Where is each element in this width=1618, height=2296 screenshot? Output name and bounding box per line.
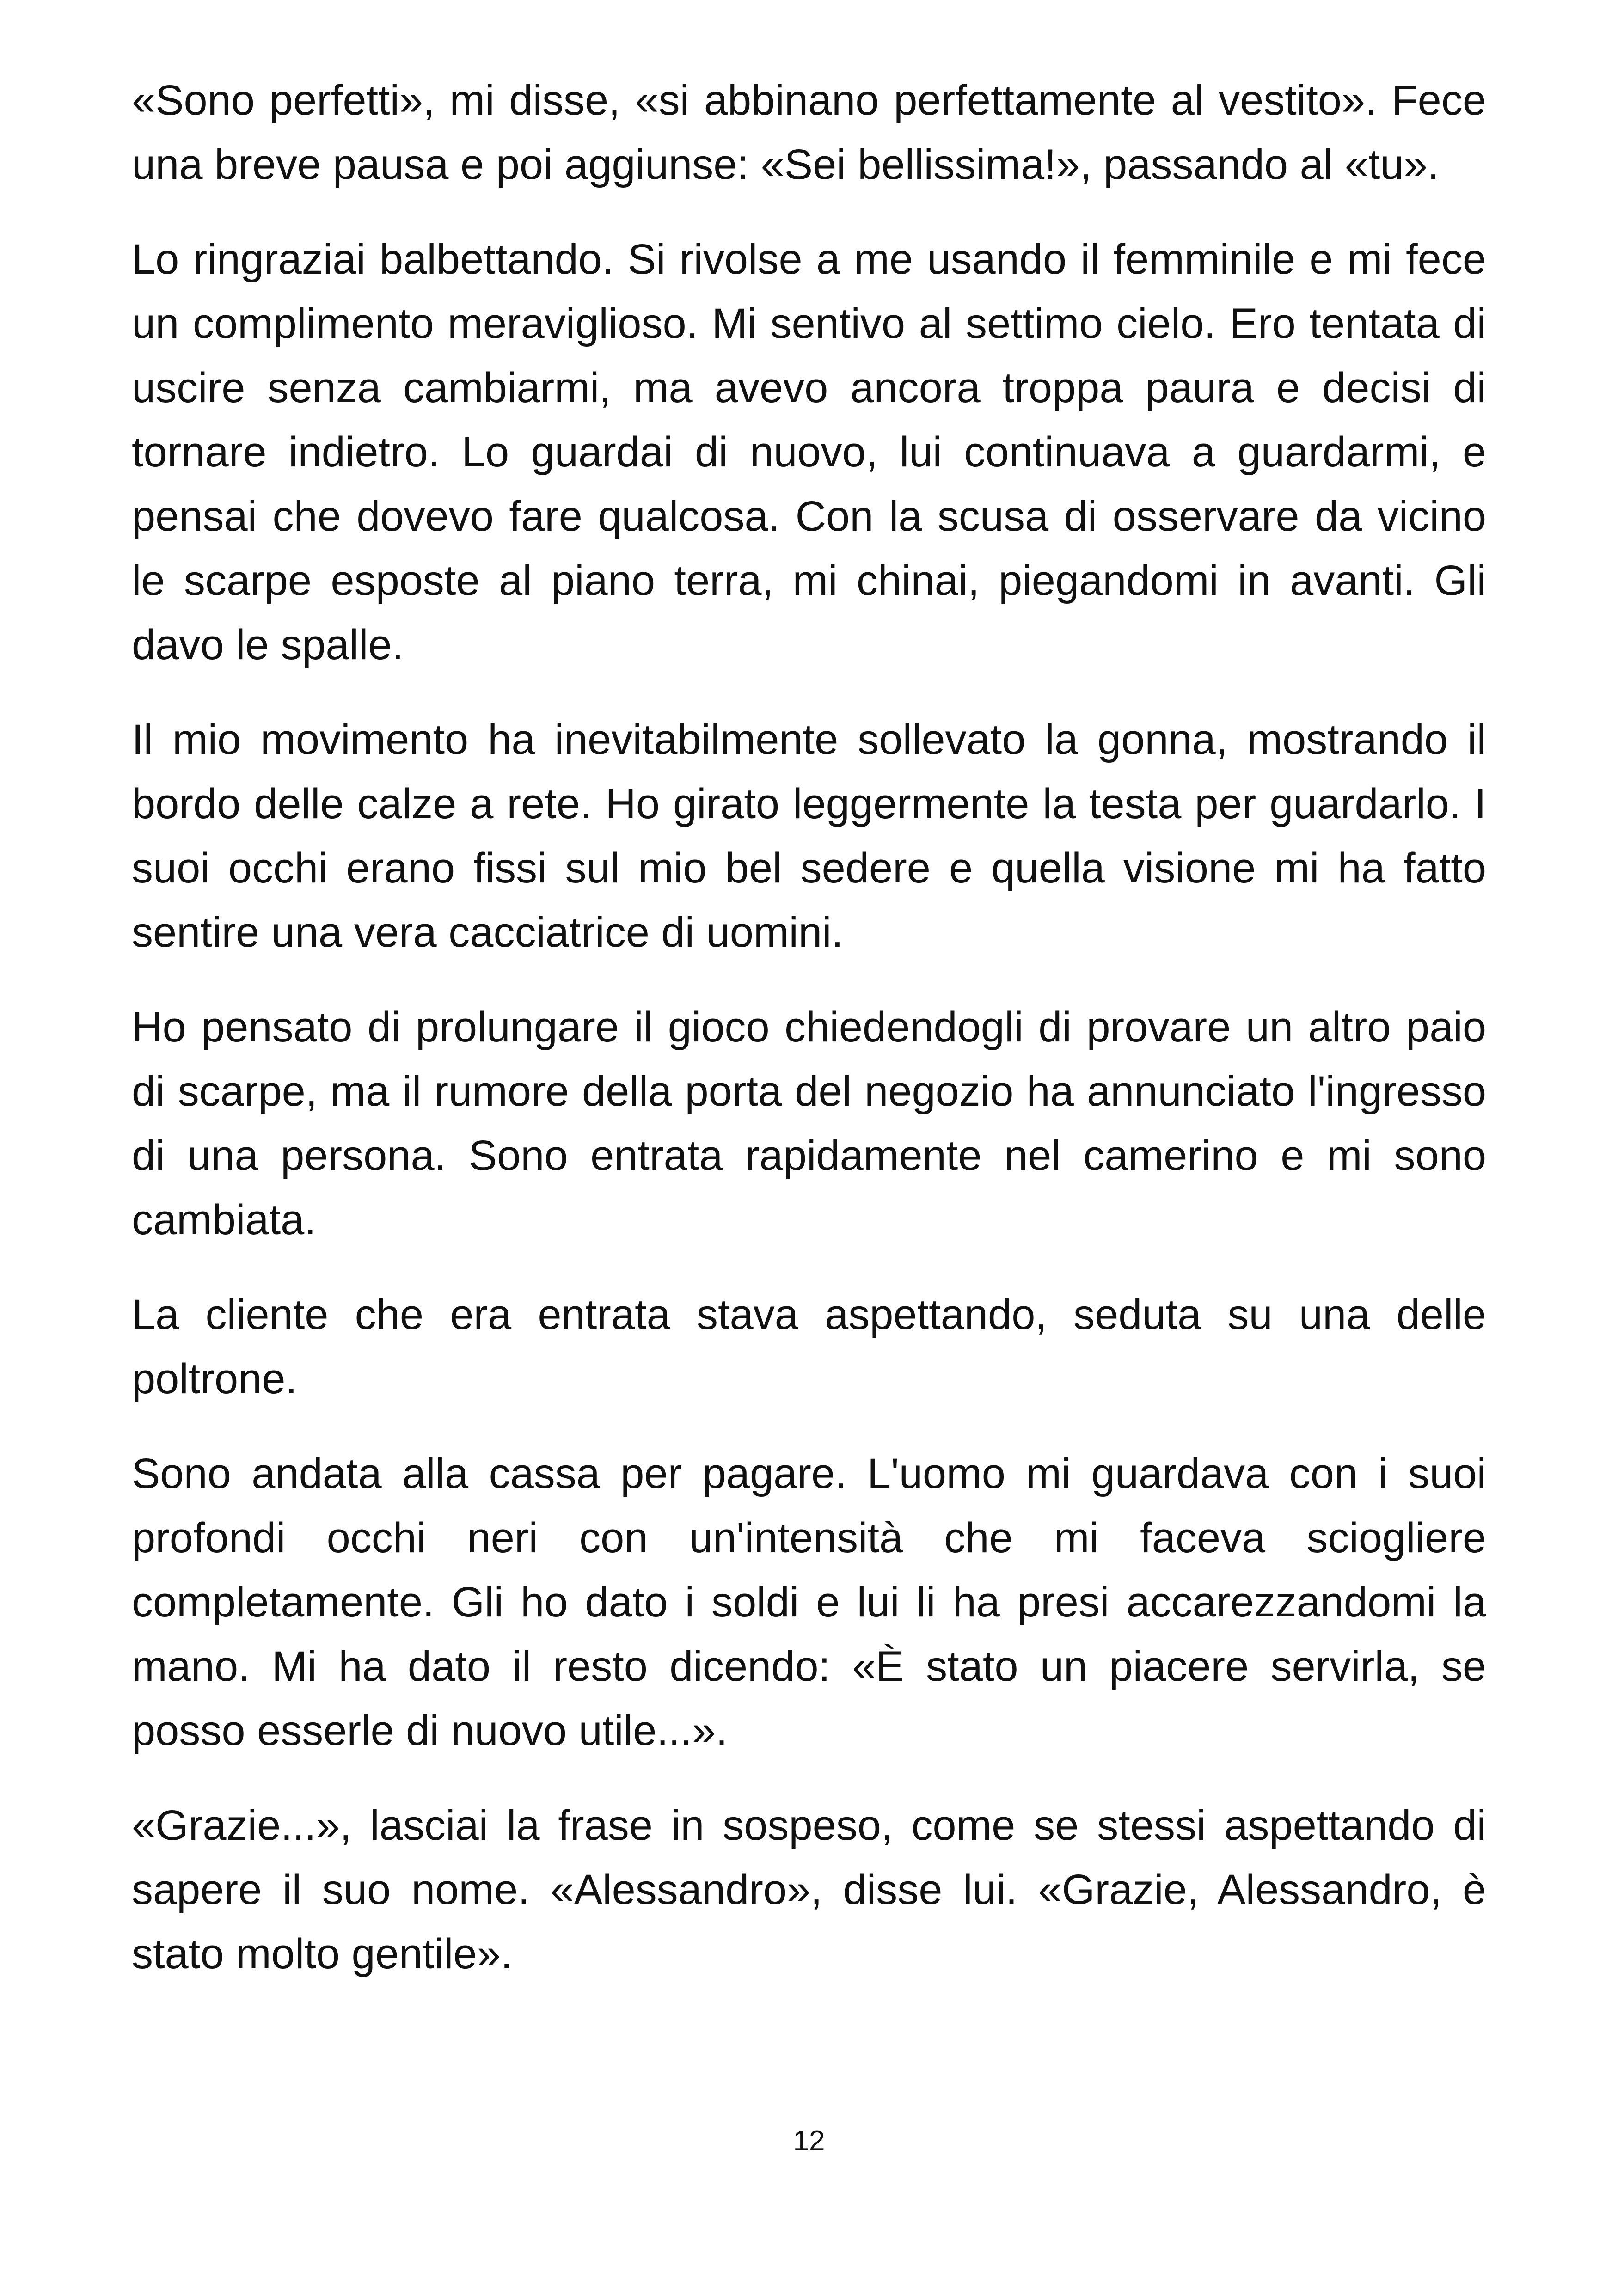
paragraph: Lo ringraziai balbettando. Si rivolse a me usando il femminile e mi fece un complimento meraviglioso. Mi sentivo al settimo cielo. Ero tentata di uscire senza cambiarmi, ma avevo ancora troppa paura e decisi di tornare indietro. Lo guardai di nuovo, lui continuava a guardarmi, e pensai che dovevo fare qualcosa. Con la scusa di osservare da vicino le scarpe esposte al piano terra, mi chinai, piegandomi in avanti. Gli davo le spalle.	[132, 236, 1486, 668]
page-number: 12	[793, 2125, 825, 2157]
paragraph: Sono andata alla cassa per pagare. L'uomo mi guardava con i suoi profondi occhi neri con un'intensità che mi faceva sciogliere completamente. Gli ho dato i soldi e lui li ha presi accarezzandomi la mano. Mi ha dato il resto dicendo: «È stato un piacere servirla, se posso esserle di nuovo utile...».	[132, 1450, 1486, 1754]
document-body	[132, 68, 1486, 2017]
paragraph: «Sono perfetti», mi disse, «si abbinano perfettamente al vestito». Fece una breve pausa e poi aggiunse: «Sei bellissima!», passando al «tu».	[132, 77, 1486, 188]
paragraph: La cliente che era entrata stava aspettando, seduta su una delle poltrone.	[132, 1291, 1486, 1402]
paragraph: Il mio movimento ha inevitabilmente sollevato la gonna, mostrando il bordo delle calze a rete. Ho girato leggermente la testa per guardarlo. I suoi occhi erano fissi sul mio bel sedere e quella visione mi ha fatto sentire una vera cacciatrice di uomini.	[132, 716, 1486, 956]
paragraph: «Grazie...», lasciai la frase in sospeso, come se stessi aspettando di sapere il suo nome. «Alessandro», disse lui. «Grazie, Alessandro, è stato molto gentile».	[132, 1802, 1486, 1978]
paragraph: Ho pensato di prolungare il gioco chiedendogli di provare un altro paio di scarpe, ma il rumore della porta del negozio ha annunciato l'ingresso di una persona. Sono entrata rapidamente nel camerino e mi sono cambiata.	[132, 1004, 1486, 1243]
